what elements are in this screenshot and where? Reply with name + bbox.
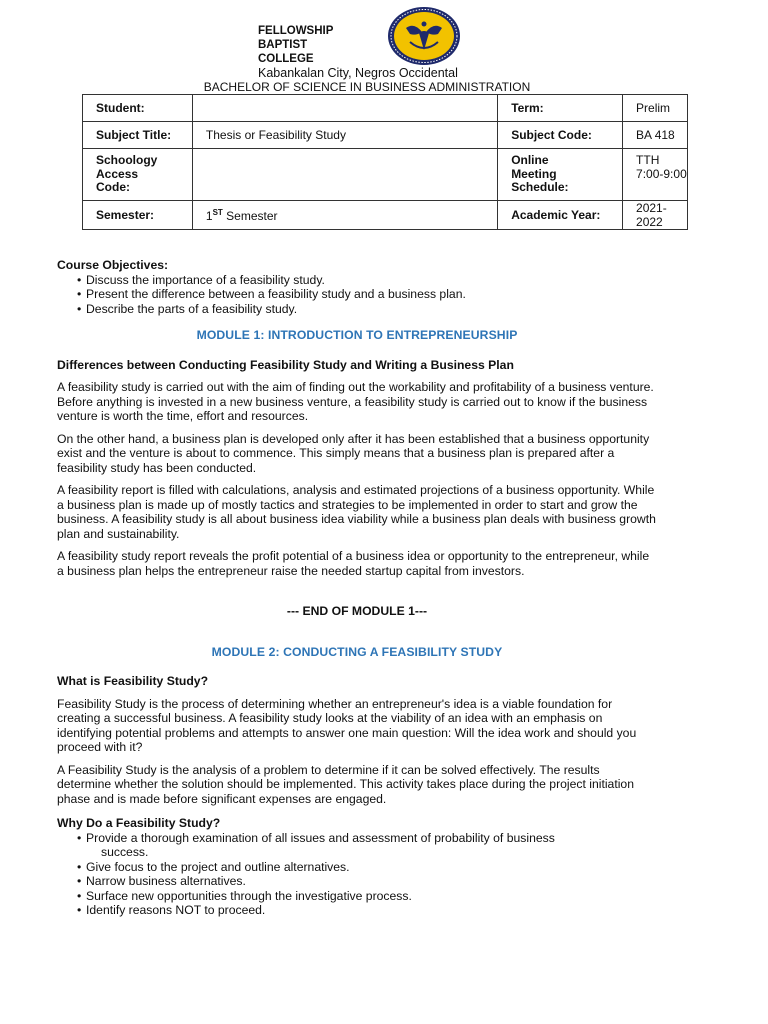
semester-label: Semester: [83, 201, 193, 230]
list-item [77, 831, 657, 860]
list-item: • Discuss the importance of a feasibility study. [77, 273, 657, 288]
table-row [83, 122, 688, 149]
module1-subtitle: Differences between Conducting Feasibility Study and Writing a Business Plan [57, 357, 514, 372]
module2-title: MODULE 2: CONDUCTING A FEASIBILITY STUDY [211, 644, 503, 659]
school-location: Kabankalan City, Negros Occidental [258, 66, 458, 80]
objectives-title: Course Objectives: [57, 258, 169, 272]
school-name-line: BAPTIST [258, 39, 308, 51]
list-item: • Give focus to the project and outline alternatives. [77, 860, 657, 875]
document-content [57, 258, 657, 918]
module2-subtitle-why: Why Do a Feasibility Study? [57, 816, 221, 830]
academic-year-label: Academic Year: [498, 201, 623, 230]
objectives-list [57, 273, 657, 317]
access-code-label-line: Code: [96, 180, 130, 194]
list-item: • Present the difference between a feasibility study and a business plan. [77, 287, 657, 302]
meeting-schedule-label [498, 149, 623, 201]
paragraph: A feasibility study report reveals the profit potential of a business idea or opportunity to the entrepreneur, while a business plan helps the entrepreneur raise the needed startup capital from investors. [57, 549, 650, 578]
access-code-label [83, 149, 193, 201]
paragraph: A feasibility report is filled with calculations, analysis and estimated projections of a business opportunity. While a business plan is made up of mostly tactics and strategies to be implemented in order to start and grow the business. A feasibility study is all about business idea viability while a business plan deals with business growth plan and sustainability. [57, 483, 656, 541]
module1-title: MODULE 1: INTRODUCTION TO ENTREPRENEURSHIP [196, 328, 518, 342]
semester-number: 1 [205, 208, 213, 223]
school-name-line: COLLEGE [258, 53, 314, 65]
list-item: • Surface new opportunities through the investigative process. [77, 889, 657, 904]
semester-suffix: ST [212, 207, 223, 217]
semester-value [192, 201, 497, 230]
paragraph: A Feasibility Study is the analysis of a problem to determine if it can be solved effectively. The results determine whether the solution should be implemented. This activity takes place during the project initiation phase and is made before significant expenses are engaged. [57, 762, 634, 806]
academic-year-value: 2021-2022 [623, 201, 688, 230]
subject-code-value: BA 418 [623, 122, 688, 149]
list-item: • Describe the parts of a feasibility study. [77, 302, 657, 317]
table-row [83, 149, 688, 201]
list-item: • Identify reasons NOT to proceed. [77, 903, 657, 918]
meeting-schedule-label-line: Meeting [511, 166, 557, 181]
semester-text: Semester [222, 208, 278, 223]
module2-subtitle-what: What is Feasibility Study? [57, 674, 209, 688]
student-label: Student: [83, 95, 193, 122]
paragraph: A feasibility study is carried out with the aim of finding out the workability and profitability of a business venture. Before anything is invested in a new business venture, a feasibility study is carried out to know if the business venture is worth the time, effort and resources. [57, 380, 654, 423]
module1-end: --- END OF MODULE 1--- [286, 604, 428, 618]
access-code-label-line: Access [96, 166, 139, 181]
program-title: BACHELOR OF SCIENCE IN BUSINESS ADMINISTRATION [203, 80, 531, 94]
meeting-schedule-value [623, 149, 688, 201]
meeting-time: 7:00-9:00 [636, 166, 687, 181]
list-item: • Narrow business alternatives. [77, 874, 657, 889]
subject-code-label: Subject Code: [498, 122, 623, 149]
list-item-continuation: success. [101, 845, 149, 859]
access-code-label-line: Schoology [96, 153, 158, 167]
meeting-days: TTH [636, 153, 660, 167]
school-name-line: FELLOWSHIP [258, 25, 334, 37]
course-info-table [82, 94, 688, 230]
subject-title-value: Thesis or Feasibility Study [192, 122, 497, 149]
paragraph: Feasibility Study is the process of determining whether an entrepreneur's idea is a viable foundation for creating a successful business. A feasibility study looks at the viability of an idea with an emphasis on identifying potential problems and attempts to answer one main question: Will the idea work and should you proceed with it? [57, 696, 637, 754]
student-value [192, 95, 497, 122]
college-logo [386, 6, 462, 66]
access-code-value [192, 149, 497, 201]
meeting-schedule-label-line: Online [511, 153, 549, 167]
paragraph: On the other hand, a business plan is developed only after it has been established that a business opportunity exist and the venture is about to commence. This simply means that a business plan is prepared after a feasibility study has been conducted. [57, 431, 650, 475]
list-item-text: Provide a thorough examination of all issues and assessment of probability of business [86, 830, 555, 845]
term-label: Term: [498, 95, 623, 122]
table-row [83, 201, 688, 230]
term-value: Prelim [623, 95, 688, 122]
table-row [83, 95, 688, 122]
meeting-schedule-label-line: Schedule: [511, 180, 569, 194]
school-name [258, 24, 333, 66]
reasons-list [57, 831, 657, 918]
subject-title-label: Subject Title: [83, 122, 193, 149]
